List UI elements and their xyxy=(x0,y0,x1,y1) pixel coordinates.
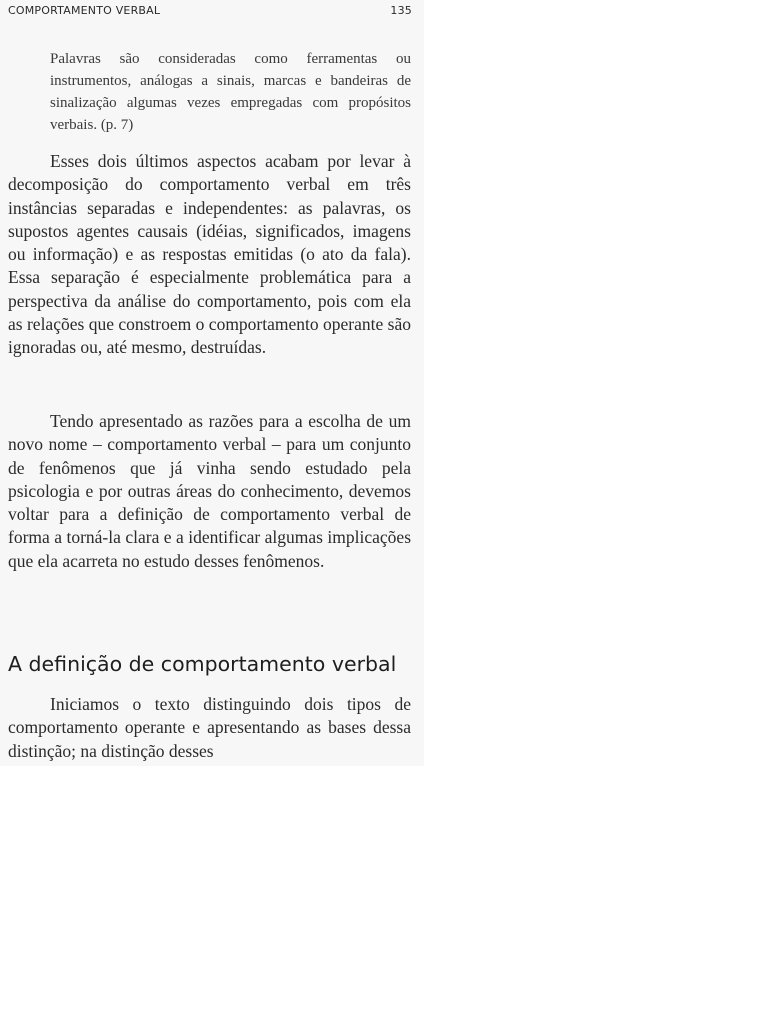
running-title: COMPORTAMENTO VERBAL xyxy=(8,4,161,17)
block-quote: Palavras são consideradas como ferramentas ou instrumentos, análogas a sinais, marcas e bandeiras de sinalização algumas vezes empregadas com propósitos verbais. (p. 7) xyxy=(50,51,411,133)
page-number: 135 xyxy=(390,4,412,17)
paragraph-1: Esses dois últimos aspectos acabam por levar à decomposição do comportamento verbal em três instâncias separadas e independentes: as palavras, os supostos agentes causais (idéias, significados, imagens ou informação) e as respostas emitidas (o ato da fala). Essa separação é especialmente problemática para a perspectiva da análise do comportamento, pois com ela as relações que constroem o comportamento operante são ignoradas ou, até mesmo, destruídas. xyxy=(8,151,411,358)
paragraph-3: Iniciamos o texto distinguindo dois tipos de comportamento operante e apresentando as bases dessa distinção; na distinção desses xyxy=(8,694,411,761)
paragraph-2: Tendo apresentado as razões para a escolha de um novo nome – comportamento verbal – para um conjunto de fenômenos que já vinha sendo estudado pela psicologia e por outras áreas do conhecimento, devemos voltar para a definição de comportamento verbal de forma a torná-la clara e a identificar algumas implicações que ela acarreta no estudo desses fenômenos. xyxy=(8,411,411,571)
section-heading: A definição de comportamento verbal xyxy=(8,652,397,676)
book-page xyxy=(0,0,424,766)
running-head xyxy=(8,4,412,20)
